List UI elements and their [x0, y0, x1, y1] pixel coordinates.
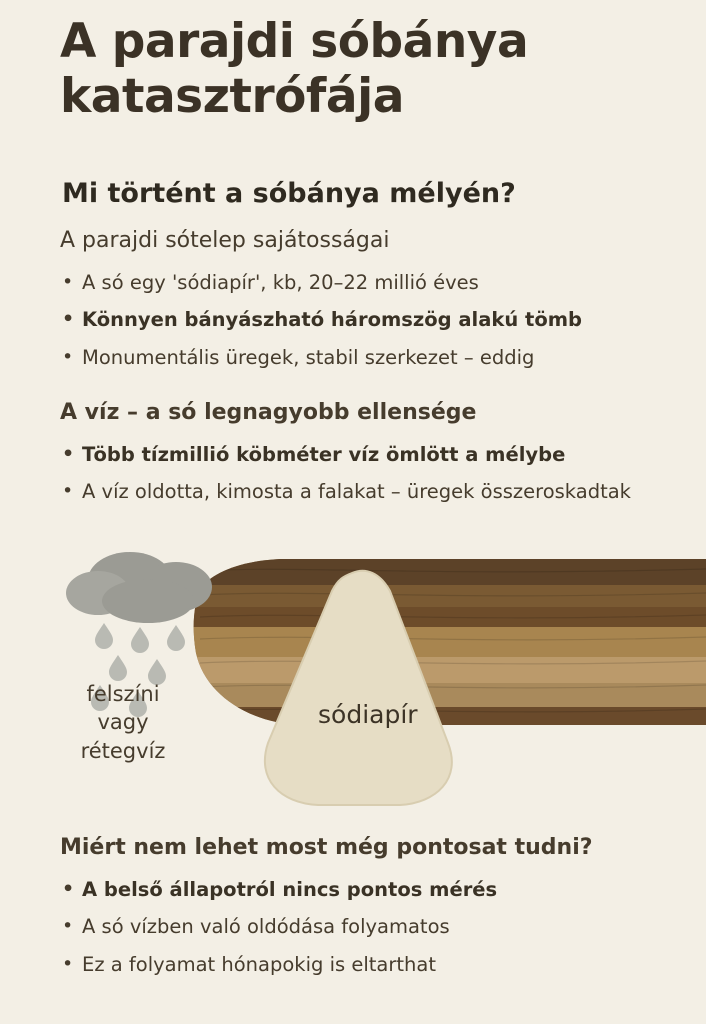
list-item-text: A víz oldotta, kimosta a falakat – üregek összeroskadtak: [82, 480, 631, 504]
water-source-label: felszíni vagy rétegvíz: [80, 682, 166, 763]
diapir-label: sódiapír: [318, 700, 418, 729]
rock-strata: [190, 559, 706, 729]
list-item: [60, 308, 680, 332]
list-item-text: Könnyen bányászható háromszög alakú tömb: [82, 308, 583, 332]
bullet-list: [60, 878, 700, 977]
list-item: [60, 878, 700, 902]
section-salt-deposit: [60, 228, 680, 383]
list-item: [60, 271, 680, 295]
section-water: [60, 400, 700, 518]
list-item: [60, 915, 700, 939]
list-item: [60, 953, 700, 977]
list-item: [60, 480, 700, 504]
bullet-list: [60, 271, 680, 370]
list-item: [60, 443, 700, 467]
list-item-text: A belső állapotról nincs pontos mérés: [82, 878, 498, 901]
list-item-text: A só egy 'sódiapír', kb, 20–22 millió éves: [82, 271, 479, 294]
list-item-text: Több tízmillió köbméter víz ömlött a mélybe: [82, 443, 566, 466]
list-item-text: Ez a folyamat hónapokig is eltarthat: [82, 952, 436, 976]
section-heading: A víz – a só legnagyobb ellensége: [60, 400, 477, 425]
rain-cloud-icon: [66, 552, 212, 623]
list-item-text: A só vízben való oldódása folyamatos: [82, 915, 450, 939]
bullet-list: [60, 443, 700, 505]
page-title: A parajdi sóbánya katasztrófája: [60, 14, 529, 125]
section-uncertainty: [60, 835, 700, 990]
list-item: [60, 346, 680, 370]
section-heading: Miért nem lehet most még pontosat tudni?: [60, 835, 593, 860]
list-item-text: Monumentális üregek, stabil szerkezet – eddig: [82, 345, 535, 369]
page-subtitle: Mi történt a sóbánya mélyén?: [62, 178, 516, 209]
section-heading: A parajdi sótelep sajátosságai: [60, 228, 390, 253]
